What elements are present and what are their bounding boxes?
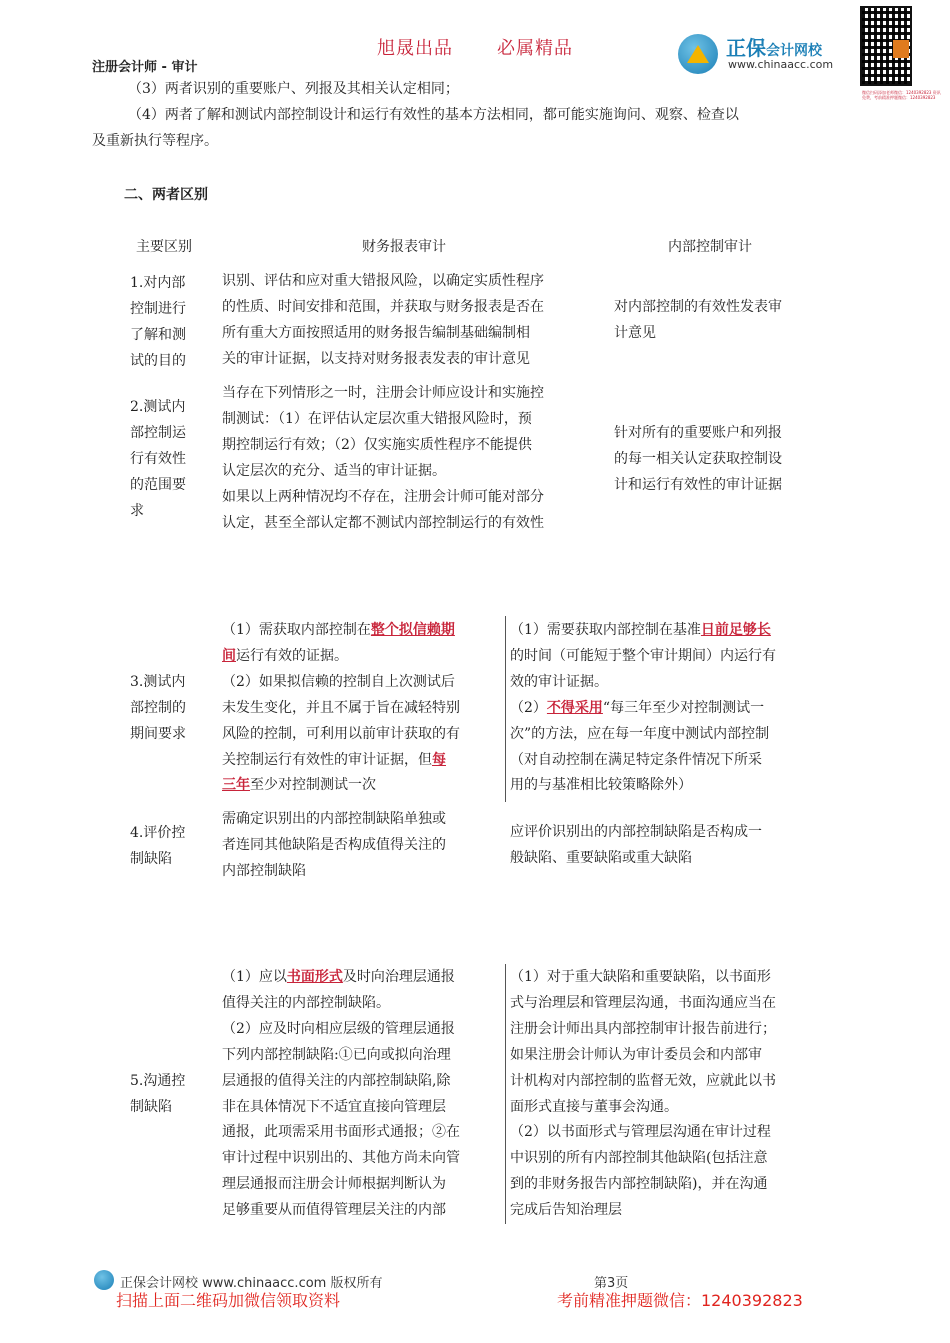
row1-fs-text: 识别、评估和应对重大错报风险，以确定实质性程序 的性质、时间安排和范围，并获取与财务报表是否在 所有重大方面按照适用的财务报告编制基础编制相 关的审计证据，以支持对财务报表发表的审计意见 <box>222 273 544 367</box>
page-number: 第3页 <box>594 1276 629 1291</box>
row4-ic-text: 应评价识别出的内部控制缺陷是否构成一 般缺陷、重要缺陷或重大缺陷 <box>510 824 762 866</box>
logo-url: www.chinaacc.com <box>728 58 834 71</box>
row4-label: 4.评价控 制缺陷 <box>130 825 186 867</box>
logo-name: 正保会计网校 <box>726 36 822 60</box>
section-title: 二、两者区别 <box>124 187 208 203</box>
col-header-difference: 主要区别 <box>136 239 192 255</box>
chinaacc-logo <box>678 30 858 74</box>
row5-fs-text: （1）应以书面形式及时向治理层通报 值得关注的内部控制缺陷。 （2）应及时向相应层级的管理层通报 下列内部控制缺陷:①已向或拟向治理 层通报的值得关注的内部控制缺陷,除 非在具体情况下不适宜直接向管理层 通报，此项需采用书面形式通报；②在 审计过程中识别出的、其他方尚未向管 理层通报而注册会计师根据判断认为 足够重要从而值得管理层关注的内部 <box>222 969 460 1219</box>
promo-left: 扫描上面二维码加微信领取资料 <box>116 1291 341 1310</box>
col-header-fs-audit: 财务报表审计 <box>362 239 446 255</box>
row1-ic-text: 对内部控制的有效性发表审 计意见 <box>614 299 782 341</box>
logo-icon <box>678 34 718 74</box>
row4-fs-text: 需确定识别出的内部控制缺陷单独或 者连同其他缺陷是否构成值得关注的 内部控制缺陷 <box>222 811 446 879</box>
qr-badge-icon <box>893 40 909 58</box>
row5-ic-text: （1）对于重大缺陷和重要缺陷，以书面形 式与治理层和管理层沟通，书面沟通应当在 注册会计师出具内部控制审计报告前进行； 如果注册会计师认为审计委员会和内部审 计机构对内部控制的监督无效，应就此以书 面形式直接与董事会沟通。 （2）以书面形式与管理层沟通在审计过程 中识别的所有内部控制其他缺陷(包括注意 到的非财务报告内部控制缺陷)，并在沟通 完成后告知治理层 <box>510 969 776 1219</box>
row1-label: 1.对内部 控制进行 了解和测 试的目的 <box>130 275 186 369</box>
row2-fs-text: 当存在下列情形之一时，注册会计师应设计和实施控 制测试：（1）在评估认定层次重大错报风险时，预 期控制运行有效；（2）仅实施实质性程序不能提供 认定层次的充分、适当的审计证据。 如果以上两种情况均不存在，注册会计师可能对部分 认定，甚至全部认定都不测试内部控制运行的有效性 <box>222 385 544 531</box>
row3-label: 3.测试内 部控制的 期间要求 <box>130 674 186 742</box>
subject-title: 注册会计师 - 审计 <box>92 60 198 75</box>
qr-note: 微信扫码添加老师微信：1240392823 资讯免费，考前精准押题微信：1240392823 <box>862 90 941 100</box>
footer-copyright: 正保会计网校 www.chinaacc.com 版权所有 <box>120 1276 383 1291</box>
row5-label: 5.沟通控 制缺陷 <box>130 1073 186 1115</box>
intro-item-4: （4）两者了解和测试内部控制设计和运行有效性的基本方法相同，都可能实施询问、观察、检查以 <box>128 107 739 123</box>
row3-fs-text: （1）需获取内部控制在整个拟信赖期 间运行有效的证据。 （2）如果拟信赖的控制自上次测试后 未发生变化，并且不属于旨在减轻特别 风险的控制，可利用以前审计获取的有 关控制运行有效性的审计证据，但每 三年至少对控制测试一次 <box>222 622 460 794</box>
brand-slogan-left: 旭晟出品 <box>377 38 453 59</box>
row3-ic-text: （1）需要获取内部控制在基准日前足够长 的时间（可能短于整个审计期间）内运行有 效的审计证据。 （2）不得采用“每三年至少对控制测试一 次”的方法，应在每一年度中测试内部控制 （对自动控制在满足特定条件情况下所采 用的与基准相比较策略除外） <box>510 622 776 794</box>
promo-right: 考前精准押题微信：1240392823 <box>557 1291 803 1310</box>
intro-item-4-cont: 及重新执行等程序。 <box>92 133 218 149</box>
column-divider-2 <box>505 964 506 1224</box>
row2-ic-text: 针对所有的重要账户和列报 的每一相关认定获取控制设 计和运行有效性的审计证据 <box>614 425 782 493</box>
row2-label: 2.测试内 部控制运 行有效性 的范围要 求 <box>130 399 186 519</box>
column-divider <box>505 616 506 802</box>
intro-item-3: （3）两者识别的重要账户、列报及其相关认定相同； <box>128 81 459 97</box>
footer-logo-icon <box>94 1270 114 1290</box>
brand-slogan-right: 必属精品 <box>497 38 573 59</box>
col-header-ic-audit: 内部控制审计 <box>668 239 752 255</box>
